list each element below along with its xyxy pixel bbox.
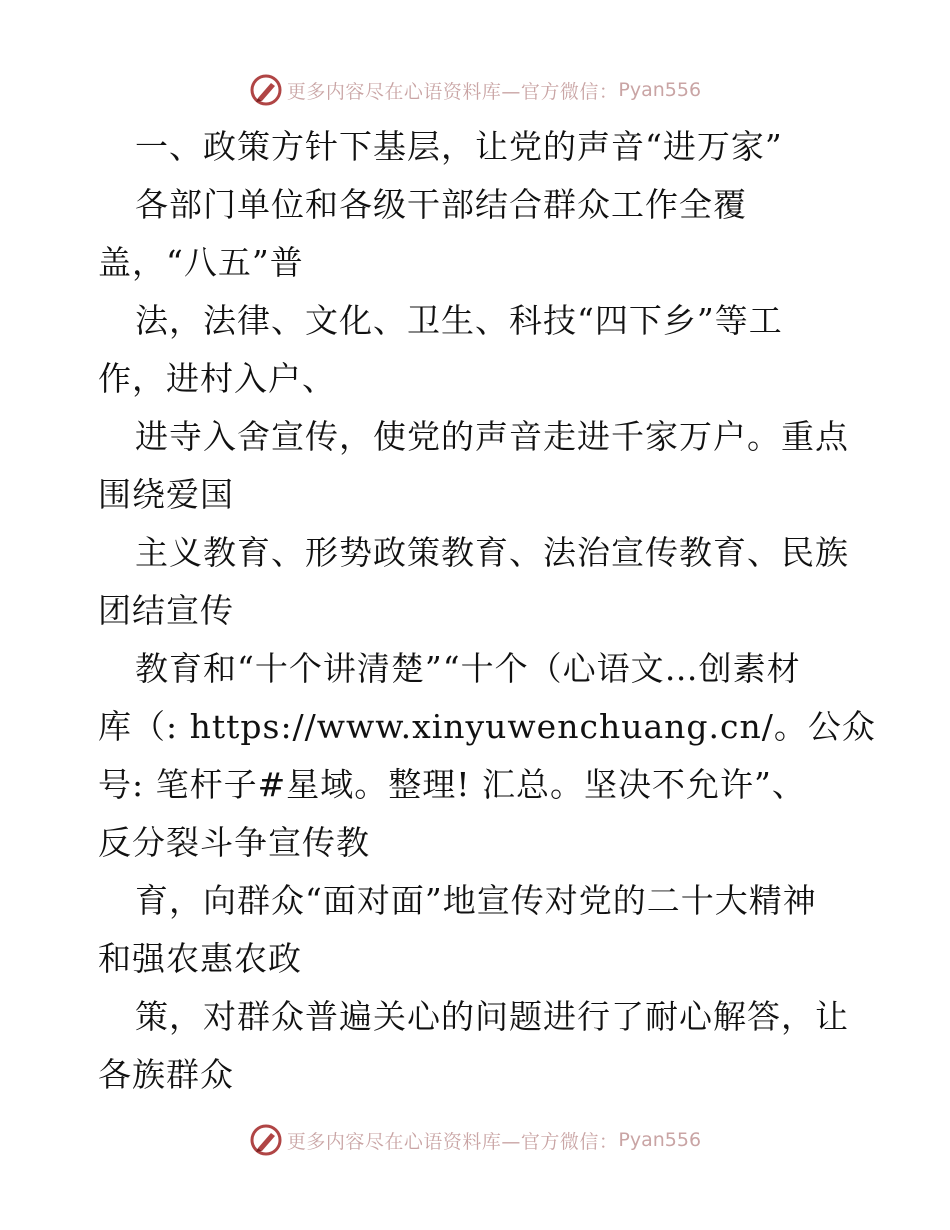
body-line: 盖，“八五”普 <box>98 243 304 282</box>
body-line: 教育和“十个讲清楚”“十个（心语文…创素材 <box>135 649 801 688</box>
header-watermark <box>0 70 950 110</box>
watermark-text: 更多内容尽在心语资料库—官方微信： <box>286 80 619 103</box>
watermark-wechat-id: Pyan556 <box>618 1129 702 1151</box>
body-line: 围绕爱国 <box>98 475 234 514</box>
body-line: 主义教育、形势政策教育、法治宣传教育、民族 <box>135 533 849 572</box>
pen-logo-icon <box>249 1123 283 1157</box>
body-line: 库（: https://www.xinyuwenchuang.cn/。公众 <box>98 707 876 746</box>
watermark-wechat-id: Pyan556 <box>618 79 702 101</box>
body-line: 一、政策方针下基层，让党的声音“进万家” <box>135 127 783 166</box>
body-line: 号: 笔杆子#星域。整理! 汇总。坚决不允许”、 <box>98 765 806 804</box>
body-line: 和强农惠农政 <box>98 939 302 978</box>
body-line: 团结宣传 <box>98 591 234 630</box>
body-line: 法，法律、文化、卫生、科技“四下乡”等工 <box>135 301 783 340</box>
body-line: 策，对群众普遍关心的问题进行了耐心解答，让 <box>135 997 849 1036</box>
body-line: 进寺入舍宣传，使党的声音走进千家万户。重点 <box>135 417 849 456</box>
body-line: 各部门单位和各级干部结合群众工作全覆 <box>135 185 747 224</box>
watermark-text: 更多内容尽在心语资料库—官方微信： <box>286 1130 619 1153</box>
body-line: 育，向群众“面对面”地宣传对党的二十大精神 <box>135 881 817 920</box>
body-line: 作，进村入户、 <box>98 359 336 398</box>
pen-logo-icon <box>249 73 283 107</box>
body-line: 各族群众 <box>98 1055 234 1094</box>
document-body <box>98 118 878 1104</box>
footer-watermark <box>0 1120 950 1160</box>
body-line: 反分裂斗争宣传教 <box>98 823 370 862</box>
